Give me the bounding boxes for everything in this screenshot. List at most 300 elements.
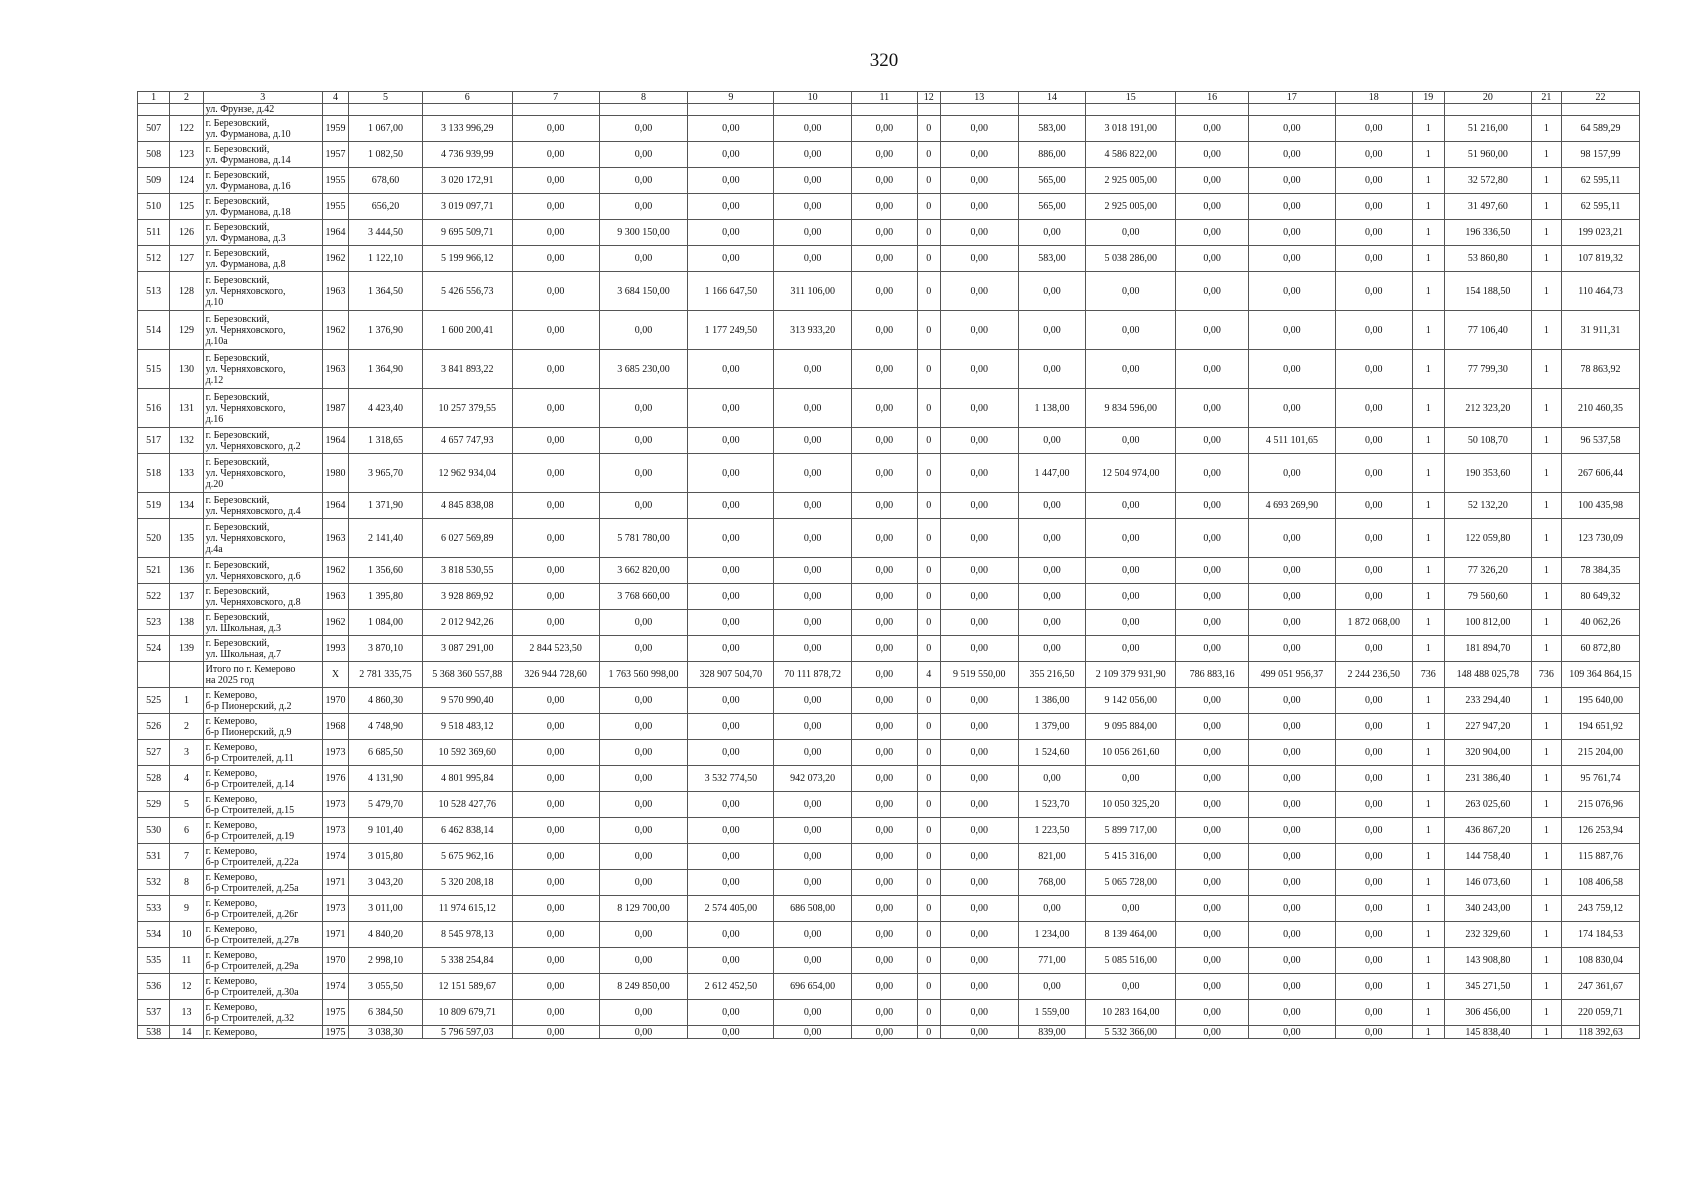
table-cell: 0,00 — [940, 389, 1018, 428]
table-cell: 0,00 — [512, 558, 599, 584]
table-cell: 9 518 483,12 — [422, 714, 512, 740]
table-cell: 0,00 — [1176, 428, 1249, 454]
table-cell: 6 384,50 — [349, 1000, 423, 1026]
table-cell: 220 059,71 — [1562, 1000, 1640, 1026]
table-cell: 144 758,40 — [1444, 844, 1531, 870]
table-cell: 0,00 — [1335, 428, 1412, 454]
table-cell: 1 — [1531, 311, 1561, 350]
table-cell: 1 — [1531, 246, 1561, 272]
table-cell: 1 — [1412, 714, 1444, 740]
table-cell: 0 — [917, 948, 940, 974]
table-cell: 123 — [170, 142, 203, 168]
table-cell: 1963 — [322, 350, 348, 389]
table-cell: 5 899 717,00 — [1086, 818, 1176, 844]
table-cell: 62 595,11 — [1562, 194, 1640, 220]
table-cell: 50 108,70 — [1444, 428, 1531, 454]
table-cell: 0,00 — [940, 428, 1018, 454]
table-cell: 78 384,35 — [1562, 558, 1640, 584]
table-cell: 0,00 — [1248, 636, 1335, 662]
table-cell: 0,00 — [852, 493, 918, 519]
table-cell: 0,00 — [1335, 1000, 1412, 1026]
table-cell: 1 — [1412, 519, 1444, 558]
table-cell: 0,00 — [688, 1026, 774, 1039]
table-cell: 5 199 966,12 — [422, 246, 512, 272]
table-cell: 3 768 660,00 — [599, 584, 688, 610]
table-cell: 0 — [917, 636, 940, 662]
table-cell: 0,00 — [852, 662, 918, 688]
table-row — [138, 168, 1640, 194]
column-header-16: 16 — [1176, 92, 1249, 104]
column-header-3: 3 — [203, 92, 322, 104]
table-cell: 1 356,60 — [349, 558, 423, 584]
table-cell: 135 — [170, 519, 203, 558]
table-cell: 0,00 — [940, 610, 1018, 636]
table-cell: 126 — [170, 220, 203, 246]
table-cell: 1 — [1412, 1026, 1444, 1039]
table-cell: 1955 — [322, 168, 348, 194]
table-cell: 131 — [170, 389, 203, 428]
table-cell: 0,00 — [852, 220, 918, 246]
table-cell: 0,00 — [1018, 519, 1086, 558]
table-cell: 0,00 — [940, 714, 1018, 740]
table-cell: 1 — [1412, 454, 1444, 493]
table-cell: 5 — [170, 792, 203, 818]
table-cell: 0,00 — [1248, 792, 1335, 818]
table-cell: 134 — [170, 493, 203, 519]
table-cell: 0,00 — [512, 870, 599, 896]
table-cell: 0,00 — [1018, 220, 1086, 246]
table-cell: 0 — [917, 1026, 940, 1039]
table-cell: 0,00 — [1335, 1026, 1412, 1039]
table-cell: 1959 — [322, 116, 348, 142]
table-cell: 2 244 236,50 — [1335, 662, 1412, 688]
table-cell: 1 138,00 — [1018, 389, 1086, 428]
table-cell: 10 — [170, 922, 203, 948]
table-cell: 1 177 249,50 — [688, 311, 774, 350]
column-header-1: 1 — [138, 92, 170, 104]
table-cell: 0,00 — [852, 740, 918, 766]
table-cell: 0,00 — [688, 519, 774, 558]
table-row — [138, 740, 1640, 766]
table-cell: 1 — [1531, 922, 1561, 948]
table-cell: 3 444,50 — [349, 220, 423, 246]
table-cell: 1 — [1412, 311, 1444, 350]
table-cell: 4 845 838,08 — [422, 493, 512, 519]
table-cell: 1962 — [322, 558, 348, 584]
table-cell: 3 841 893,22 — [422, 350, 512, 389]
table-cell — [1176, 104, 1249, 116]
table-cell: 243 759,12 — [1562, 896, 1640, 922]
table-cell: 62 595,11 — [1562, 168, 1640, 194]
table-cell: 0,00 — [1335, 116, 1412, 142]
table-cell: 0,00 — [599, 1000, 688, 1026]
table-row — [138, 922, 1640, 948]
table-cell: 1 — [1531, 1026, 1561, 1039]
address-cell: г. Кемерово, б-р Строителей, д.29а — [203, 948, 322, 974]
table-cell: 0,00 — [1335, 220, 1412, 246]
column-header-20: 20 — [1444, 92, 1531, 104]
table-cell: 2 998,10 — [349, 948, 423, 974]
table-cell: 1968 — [322, 714, 348, 740]
table-cell: 3 965,70 — [349, 454, 423, 493]
table-cell: 5 338 254,84 — [422, 948, 512, 974]
table-cell: 0,00 — [599, 168, 688, 194]
table-row — [138, 142, 1640, 168]
table-cell: 0,00 — [512, 1026, 599, 1039]
table-cell: 1 — [1412, 948, 1444, 974]
table-cell: 1957 — [322, 142, 348, 168]
table-cell: 0,00 — [852, 792, 918, 818]
table-cell: 8 129 700,00 — [599, 896, 688, 922]
table-cell: 0,00 — [940, 1026, 1018, 1039]
table-cell: 0,00 — [1176, 519, 1249, 558]
address-cell: Итого по г. Кемерово на 2025 год — [203, 662, 322, 688]
table-cell: 9 300 150,00 — [599, 220, 688, 246]
table-cell: 0,00 — [1176, 1000, 1249, 1026]
table-cell: 10 283 164,00 — [1086, 1000, 1176, 1026]
table-cell: 0,00 — [940, 740, 1018, 766]
table-cell: 0,00 — [1176, 558, 1249, 584]
table-cell: 1 — [1531, 493, 1561, 519]
table-cell: 521 — [138, 558, 170, 584]
table-cell: 0,00 — [1086, 558, 1176, 584]
address-cell: г. Березовский, ул. Черняховского, д.4 — [203, 493, 322, 519]
table-cell: 0,00 — [688, 493, 774, 519]
table-cell: 0,00 — [774, 1000, 852, 1026]
table-cell: 1 364,50 — [349, 272, 423, 311]
table-cell: 1 — [170, 688, 203, 714]
table-cell: 0,00 — [1086, 584, 1176, 610]
table-cell: 5 038 286,00 — [1086, 246, 1176, 272]
table-cell: 5 426 556,73 — [422, 272, 512, 311]
table-cell: 0,00 — [852, 116, 918, 142]
table-row — [138, 104, 1640, 116]
table-cell: 0,00 — [1248, 142, 1335, 168]
table-row — [138, 844, 1640, 870]
table-cell: 0,00 — [599, 116, 688, 142]
address-cell: г. Кемерово, — [203, 1026, 322, 1039]
table-cell: 0,00 — [512, 194, 599, 220]
table-cell: 0,00 — [512, 311, 599, 350]
table-cell — [422, 104, 512, 116]
table-cell: 10 809 679,71 — [422, 1000, 512, 1026]
table-cell: 53 860,80 — [1444, 246, 1531, 272]
table-cell — [349, 104, 423, 116]
table-cell: 127 — [170, 246, 203, 272]
table-cell: 10 056 261,60 — [1086, 740, 1176, 766]
address-cell: г. Кемерово, б-р Строителей, д.27в — [203, 922, 322, 948]
table-cell: 1 — [1531, 948, 1561, 974]
table-cell: 678,60 — [349, 168, 423, 194]
table-row — [138, 389, 1640, 428]
table-cell: 1 395,80 — [349, 584, 423, 610]
table-row — [138, 714, 1640, 740]
table-cell: 0,00 — [774, 558, 852, 584]
table-cell: 1 — [1412, 350, 1444, 389]
table-cell: 31 911,31 — [1562, 311, 1640, 350]
address-cell: г. Кемерово, б-р Пионерский, д.2 — [203, 688, 322, 714]
table-cell: 0,00 — [512, 766, 599, 792]
table-cell: 527 — [138, 740, 170, 766]
table-cell: 1 364,90 — [349, 350, 423, 389]
table-cell: 0,00 — [599, 246, 688, 272]
table-cell: 0,00 — [688, 116, 774, 142]
column-header-4: 4 — [322, 92, 348, 104]
table-cell: 0,00 — [1176, 272, 1249, 311]
table-cell: 0 — [917, 974, 940, 1000]
address-cell: г. Березовский, ул. Школьная, д.3 — [203, 610, 322, 636]
table-cell: 0,00 — [1248, 389, 1335, 428]
table-cell: 1 — [1531, 168, 1561, 194]
table-cell: 4 693 269,90 — [1248, 493, 1335, 519]
table-cell: 1 — [1531, 818, 1561, 844]
address-cell: г. Березовский, ул. Фурманова, д.18 — [203, 194, 322, 220]
table-cell: 0,00 — [940, 116, 1018, 142]
column-header-18: 18 — [1335, 92, 1412, 104]
table-cell: 139 — [170, 636, 203, 662]
table-cell: 311 106,00 — [774, 272, 852, 311]
table-cell: 1 — [1412, 792, 1444, 818]
table-cell: 528 — [138, 766, 170, 792]
table-cell: 5 781 780,00 — [599, 519, 688, 558]
table-cell: 0,00 — [1018, 272, 1086, 311]
table-cell: 0,00 — [512, 740, 599, 766]
table-cell: 0,00 — [1086, 766, 1176, 792]
table-cell: 190 353,60 — [1444, 454, 1531, 493]
table-cell: 0,00 — [1335, 896, 1412, 922]
table-cell: 0,00 — [774, 142, 852, 168]
table-cell: 0,00 — [512, 246, 599, 272]
table-cell: 0,00 — [1248, 116, 1335, 142]
table-cell: 0,00 — [1176, 688, 1249, 714]
address-cell: г. Кемерово, б-р Строителей, д.25а — [203, 870, 322, 896]
table-cell: 0,00 — [940, 1000, 1018, 1026]
table-cell: 212 323,20 — [1444, 389, 1531, 428]
table-cell: 1 — [1531, 116, 1561, 142]
table-cell: 1 — [1412, 246, 1444, 272]
total-row — [138, 662, 1640, 688]
table-cell: 195 640,00 — [1562, 688, 1640, 714]
table-cell: 1973 — [322, 792, 348, 818]
table-cell: 0 — [917, 558, 940, 584]
table-cell: 9 101,40 — [349, 818, 423, 844]
table-cell: 320 904,00 — [1444, 740, 1531, 766]
table-cell: 0,00 — [1335, 844, 1412, 870]
table-cell: 0,00 — [599, 792, 688, 818]
table-cell: 1 559,00 — [1018, 1000, 1086, 1026]
table-row — [138, 636, 1640, 662]
table-cell: 10 528 427,76 — [422, 792, 512, 818]
table-cell: 516 — [138, 389, 170, 428]
table-cell — [1335, 104, 1412, 116]
table-cell: 1 — [1531, 610, 1561, 636]
table-cell: 125 — [170, 194, 203, 220]
address-cell: г. Березовский, ул. Черняховского, д.4а — [203, 519, 322, 558]
table-cell: 5 415 316,00 — [1086, 844, 1176, 870]
table-cell: 267 606,44 — [1562, 454, 1640, 493]
table-cell: 0 — [917, 610, 940, 636]
table-cell: 11 974 615,12 — [422, 896, 512, 922]
table-cell: 2 574 405,00 — [688, 896, 774, 922]
table-cell: 0,00 — [852, 688, 918, 714]
column-header-17: 17 — [1248, 92, 1335, 104]
column-header-12: 12 — [917, 92, 940, 104]
table-cell: 520 — [138, 519, 170, 558]
table-cell: 771,00 — [1018, 948, 1086, 974]
table-cell: 0,00 — [688, 740, 774, 766]
table-cell: 1 — [1531, 350, 1561, 389]
table-cell: 3 015,80 — [349, 844, 423, 870]
table-cell: 0,00 — [940, 948, 1018, 974]
table-cell: 514 — [138, 311, 170, 350]
table-cell: 0,00 — [774, 220, 852, 246]
table-cell: 0,00 — [512, 142, 599, 168]
table-cell — [688, 104, 774, 116]
table-cell: 0,00 — [1248, 558, 1335, 584]
table-cell: 1 — [1412, 1000, 1444, 1026]
table-cell: 4 — [917, 662, 940, 688]
column-header-9: 9 — [688, 92, 774, 104]
table-cell: 1 — [1412, 818, 1444, 844]
table-cell: 1 — [1412, 844, 1444, 870]
table-cell: 0,00 — [1018, 311, 1086, 350]
table-cell: 0,00 — [1176, 818, 1249, 844]
table-cell: 1 — [1531, 792, 1561, 818]
table-cell: 1 — [1412, 740, 1444, 766]
table-cell: 4 748,90 — [349, 714, 423, 740]
table-cell: 0,00 — [1176, 350, 1249, 389]
table-cell: 0,00 — [1018, 896, 1086, 922]
table-cell: 0,00 — [852, 844, 918, 870]
table-cell: 8 249 850,00 — [599, 974, 688, 1000]
table-cell — [138, 662, 170, 688]
table-cell: 583,00 — [1018, 246, 1086, 272]
table-cell — [1248, 104, 1335, 116]
table-cell: 0,00 — [599, 1026, 688, 1039]
table-cell: 1 — [1531, 636, 1561, 662]
table-cell: 1 — [1412, 922, 1444, 948]
table-cell: 536 — [138, 974, 170, 1000]
table-cell: 3 662 820,00 — [599, 558, 688, 584]
table-cell: 196 336,50 — [1444, 220, 1531, 246]
table-cell — [170, 104, 203, 116]
table-cell: 511 — [138, 220, 170, 246]
table-cell: 0,00 — [940, 896, 1018, 922]
table-cell: 0,00 — [1176, 1026, 1249, 1039]
address-cell: г. Березовский, ул. Черняховского, д.20 — [203, 454, 322, 493]
table-row — [138, 558, 1640, 584]
table-cell: 174 184,53 — [1562, 922, 1640, 948]
table-cell: 0,00 — [1335, 948, 1412, 974]
table-cell: 1 — [1412, 688, 1444, 714]
table-cell: 154 188,50 — [1444, 272, 1531, 311]
table-cell: 0,00 — [1335, 194, 1412, 220]
table-cell: 40 062,26 — [1562, 610, 1640, 636]
table-cell: 525 — [138, 688, 170, 714]
table-cell: 1 — [1531, 870, 1561, 896]
table-cell: 9 834 596,00 — [1086, 389, 1176, 428]
table-cell: 0,00 — [512, 220, 599, 246]
table-cell: 0,00 — [512, 116, 599, 142]
table-cell: 0,00 — [940, 220, 1018, 246]
table-cell: 0,00 — [774, 688, 852, 714]
table-cell: 2 844 523,50 — [512, 636, 599, 662]
table-cell: 0,00 — [852, 142, 918, 168]
table-cell: 0,00 — [512, 792, 599, 818]
table-cell: 0,00 — [774, 870, 852, 896]
table-cell: 538 — [138, 1026, 170, 1039]
table-cell: 0,00 — [512, 1000, 599, 1026]
table-cell: 51 216,00 — [1444, 116, 1531, 142]
table-cell: 0,00 — [852, 636, 918, 662]
table-cell: 0,00 — [852, 272, 918, 311]
table-cell: 1 600 200,41 — [422, 311, 512, 350]
table-cell: 0,00 — [1248, 974, 1335, 1000]
table-cell: 0,00 — [688, 792, 774, 818]
table-cell: 1 — [1412, 194, 1444, 220]
table-cell: 3 532 774,50 — [688, 766, 774, 792]
address-cell: г. Березовский, ул. Черняховского, д.12 — [203, 350, 322, 389]
table-cell: 0,00 — [512, 688, 599, 714]
table-row — [138, 818, 1640, 844]
table-cell: 10 257 379,55 — [422, 389, 512, 428]
table-cell: 4 511 101,65 — [1248, 428, 1335, 454]
table-cell: 77 106,40 — [1444, 311, 1531, 350]
table-cell: 0,00 — [1248, 766, 1335, 792]
table-cell: 0,00 — [1248, 454, 1335, 493]
table-cell: 0,00 — [1248, 688, 1335, 714]
table-cell: 1 — [1531, 194, 1561, 220]
table-cell: 0,00 — [940, 766, 1018, 792]
table-cell: 686 508,00 — [774, 896, 852, 922]
table-cell: 4 — [170, 766, 203, 792]
table-cell: 4 423,40 — [349, 389, 423, 428]
table-cell — [138, 104, 170, 116]
table-cell: 118 392,63 — [1562, 1026, 1640, 1039]
table-cell: 328 907 504,70 — [688, 662, 774, 688]
table-cell: 0,00 — [940, 636, 1018, 662]
table-cell: 115 887,76 — [1562, 844, 1640, 870]
table-cell: 3 818 530,55 — [422, 558, 512, 584]
table-cell: 0,00 — [1176, 116, 1249, 142]
table-cell: 519 — [138, 493, 170, 519]
table-cell: 138 — [170, 610, 203, 636]
table-cell: 0,00 — [940, 922, 1018, 948]
table-row — [138, 584, 1640, 610]
table-cell: 95 761,74 — [1562, 766, 1640, 792]
table-cell: 10 050 325,20 — [1086, 792, 1176, 818]
table-cell: 0 — [917, 519, 940, 558]
table-cell: 1974 — [322, 844, 348, 870]
table-row — [138, 246, 1640, 272]
table-cell: 0,00 — [688, 142, 774, 168]
table-cell: 0,00 — [774, 246, 852, 272]
table-cell: 1970 — [322, 948, 348, 974]
table-cell: 1 — [1412, 220, 1444, 246]
table-cell: 0 — [917, 389, 940, 428]
address-cell: г. Березовский, ул. Фурманова, д.16 — [203, 168, 322, 194]
table-cell: 1975 — [322, 1026, 348, 1039]
table-cell: 513 — [138, 272, 170, 311]
table-row — [138, 1026, 1640, 1039]
table-cell: 537 — [138, 1000, 170, 1026]
table-cell: 326 944 728,60 — [512, 662, 599, 688]
table-cell: 0,00 — [1335, 350, 1412, 389]
table-cell: 0,00 — [1018, 610, 1086, 636]
table-cell: 0 — [917, 168, 940, 194]
table-cell: 0 — [917, 194, 940, 220]
table-cell — [1018, 104, 1086, 116]
